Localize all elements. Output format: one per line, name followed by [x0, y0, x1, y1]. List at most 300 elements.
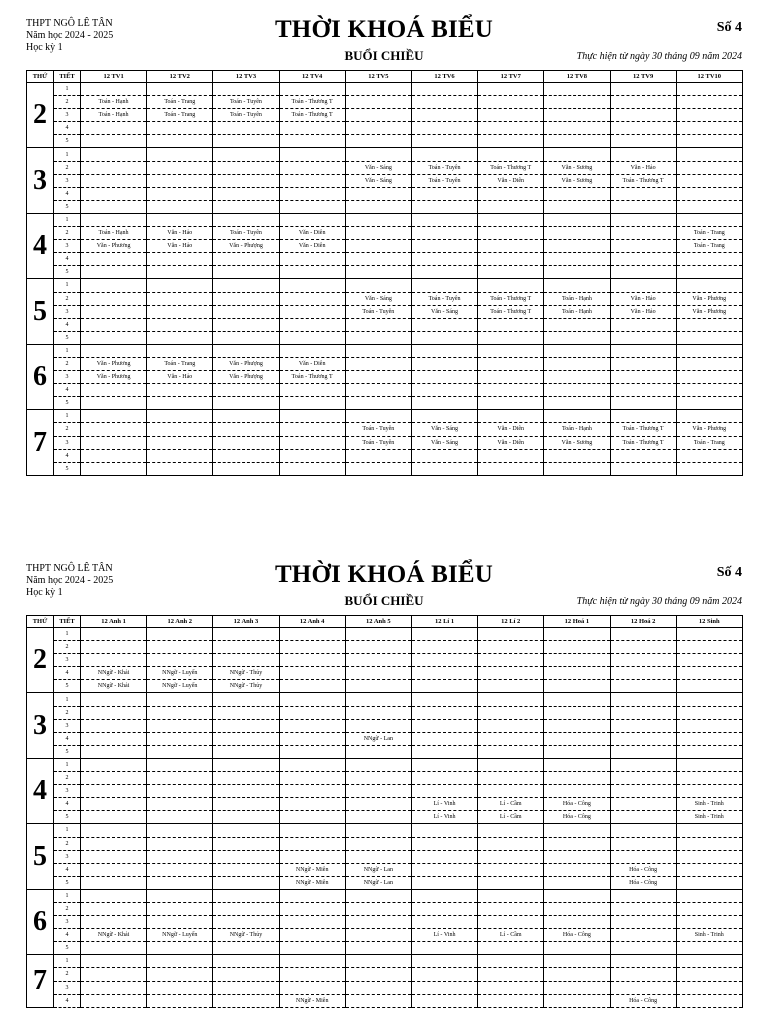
lesson-cell: [544, 916, 610, 929]
lesson-cell: NNgữ - Lan: [345, 863, 411, 876]
table-row: [27, 667, 743, 680]
period-number: 1: [54, 148, 81, 161]
period-number: 5: [54, 942, 81, 955]
lesson-cell: [81, 785, 147, 798]
lesson-cell: [478, 942, 544, 955]
table-row: [27, 902, 743, 915]
lesson-cell: [279, 305, 345, 318]
lesson-cell: [544, 148, 610, 161]
lesson-cell: [81, 968, 147, 981]
lesson-cell: Hóa - Công: [610, 863, 676, 876]
lesson-cell: [676, 785, 742, 798]
lesson-cell: [81, 253, 147, 266]
lesson-cell: [478, 253, 544, 266]
lesson-cell: [411, 628, 477, 641]
lesson-cell: [345, 680, 411, 693]
period-number: 5: [54, 397, 81, 410]
lesson-cell: [147, 837, 213, 850]
column-header-class: 12 TV8: [544, 71, 610, 83]
lesson-cell: [345, 719, 411, 732]
lesson-cell: [478, 449, 544, 462]
lesson-cell: [279, 331, 345, 344]
lesson-cell: [544, 680, 610, 693]
lesson-cell: [676, 371, 742, 384]
lesson-cell: [478, 693, 544, 706]
lesson-cell: [279, 135, 345, 148]
lesson-cell: Văn - Sáng: [345, 161, 411, 174]
lesson-cell: [478, 719, 544, 732]
lesson-cell: [478, 410, 544, 423]
lesson-cell: [676, 667, 742, 680]
lesson-cell: [147, 213, 213, 226]
table-row: [27, 811, 743, 824]
lesson-cell: [345, 706, 411, 719]
lesson-cell: [345, 902, 411, 915]
lesson-cell: Văn - Sáng: [411, 305, 477, 318]
lesson-cell: Văn - Diên: [279, 240, 345, 253]
lesson-cell: [279, 397, 345, 410]
lesson-cell: [213, 213, 279, 226]
lesson-cell: [213, 135, 279, 148]
lesson-cell: Văn - Diên: [478, 423, 544, 436]
lesson-cell: [147, 135, 213, 148]
lesson-cell: [478, 785, 544, 798]
lesson-cell: [345, 410, 411, 423]
lesson-cell: [147, 798, 213, 811]
period-number: 3: [54, 916, 81, 929]
table-row: [27, 798, 743, 811]
lesson-cell: [147, 148, 213, 161]
column-header-class: 12 TV5: [345, 71, 411, 83]
lesson-cell: [610, 785, 676, 798]
lesson-cell: [147, 423, 213, 436]
lesson-cell: [411, 876, 477, 889]
table-row: [27, 83, 743, 96]
lesson-cell: [81, 719, 147, 732]
period-number: 4: [54, 994, 81, 1007]
column-header-day: THỨ: [27, 71, 54, 83]
table-row: [27, 305, 743, 318]
table-row: [27, 135, 743, 148]
lesson-cell: [676, 942, 742, 955]
lesson-cell: [279, 981, 345, 994]
lesson-cell: [279, 758, 345, 771]
period-number: 5: [54, 745, 81, 758]
lesson-cell: [544, 981, 610, 994]
period-number: 1: [54, 758, 81, 771]
lesson-cell: Toán - Thương T: [279, 96, 345, 109]
lesson-cell: [676, 410, 742, 423]
lesson-cell: [544, 122, 610, 135]
lesson-cell: [676, 279, 742, 292]
lesson-cell: [544, 719, 610, 732]
period-number: 3: [54, 174, 81, 187]
lesson-cell: [478, 135, 544, 148]
lesson-cell: NNgữ - Thủy: [213, 929, 279, 942]
lesson-cell: [81, 266, 147, 279]
lesson-cell: [676, 213, 742, 226]
lesson-cell: [544, 397, 610, 410]
lesson-cell: [411, 213, 477, 226]
lesson-cell: [544, 902, 610, 915]
lesson-cell: [478, 628, 544, 641]
lesson-cell: [544, 384, 610, 397]
lesson-cell: [544, 824, 610, 837]
lesson-cell: [279, 423, 345, 436]
lesson-cell: [213, 148, 279, 161]
table-row: [27, 758, 743, 771]
period-number: 4: [54, 318, 81, 331]
lesson-cell: [478, 266, 544, 279]
lesson-cell: NNgữ - Khải: [81, 929, 147, 942]
lesson-cell: [544, 628, 610, 641]
lesson-cell: [478, 641, 544, 654]
lesson-cell: Lí - Vinh: [411, 811, 477, 824]
lesson-cell: [81, 628, 147, 641]
lesson-cell: [81, 798, 147, 811]
period-number: 2: [54, 902, 81, 915]
lesson-cell: [81, 994, 147, 1007]
lesson-cell: Văn - Sáng: [345, 292, 411, 305]
period-number: 4: [54, 449, 81, 462]
table-row: [27, 955, 743, 968]
lesson-cell: [544, 942, 610, 955]
lesson-cell: [478, 955, 544, 968]
lesson-cell: [610, 654, 676, 667]
lesson-cell: [478, 863, 544, 876]
lesson-cell: [81, 161, 147, 174]
lesson-cell: [676, 994, 742, 1007]
lesson-cell: [279, 161, 345, 174]
table-row: [27, 462, 743, 475]
lesson-cell: [147, 955, 213, 968]
lesson-cell: [676, 889, 742, 902]
lesson-cell: [345, 109, 411, 122]
lesson-cell: [213, 174, 279, 187]
lesson-cell: [147, 266, 213, 279]
period-number: 1: [54, 213, 81, 226]
lesson-cell: [544, 449, 610, 462]
lesson-cell: [544, 109, 610, 122]
lesson-cell: [213, 902, 279, 915]
lesson-cell: Hóa - Công: [544, 929, 610, 942]
lesson-cell: [279, 449, 345, 462]
lesson-cell: Văn - Hảo: [147, 371, 213, 384]
lesson-cell: [345, 253, 411, 266]
lesson-cell: [279, 122, 345, 135]
lesson-cell: [610, 462, 676, 475]
lesson-cell: [411, 968, 477, 981]
lesson-cell: [676, 628, 742, 641]
lesson-cell: [478, 371, 544, 384]
lesson-cell: [345, 916, 411, 929]
lesson-cell: [478, 397, 544, 410]
lesson-cell: [81, 213, 147, 226]
table-row: [27, 96, 743, 109]
lesson-cell: [345, 279, 411, 292]
lesson-cell: [213, 772, 279, 785]
lesson-cell: Văn - Phương: [676, 305, 742, 318]
lesson-cell: [676, 187, 742, 200]
lesson-cell: [213, 200, 279, 213]
column-header-period: TIẾT: [54, 616, 81, 628]
period-number: 5: [54, 135, 81, 148]
lesson-cell: [213, 266, 279, 279]
column-header-class: 12 Anh 1: [81, 616, 147, 628]
lesson-cell: [345, 397, 411, 410]
lesson-cell: [478, 187, 544, 200]
table-row: [27, 772, 743, 785]
lesson-cell: [411, 462, 477, 475]
lesson-cell: [411, 397, 477, 410]
lesson-cell: Văn - Sương: [544, 174, 610, 187]
lesson-cell: [81, 942, 147, 955]
table-row: [27, 436, 743, 449]
lesson-cell: [147, 174, 213, 187]
lesson-cell: [81, 641, 147, 654]
lesson-cell: [478, 968, 544, 981]
period-number: 5: [54, 462, 81, 475]
lesson-cell: [279, 706, 345, 719]
lesson-cell: Sinh - Trinh: [676, 929, 742, 942]
lesson-cell: Văn - Phương: [81, 357, 147, 370]
lesson-cell: [676, 397, 742, 410]
lesson-cell: [544, 357, 610, 370]
lesson-cell: [478, 889, 544, 902]
lesson-cell: [279, 641, 345, 654]
period-number: 3: [54, 785, 81, 798]
column-header-class: 12 TV6: [411, 71, 477, 83]
lesson-cell: [81, 462, 147, 475]
lesson-cell: [81, 889, 147, 902]
lesson-cell: [147, 772, 213, 785]
lesson-cell: [544, 318, 610, 331]
lesson-cell: [213, 942, 279, 955]
table-row: [27, 968, 743, 981]
lesson-cell: [213, 122, 279, 135]
lesson-cell: [147, 292, 213, 305]
period-number: 2: [54, 423, 81, 436]
lesson-cell: [610, 96, 676, 109]
lesson-cell: [610, 371, 676, 384]
lesson-cell: [478, 758, 544, 771]
lesson-cell: [81, 384, 147, 397]
school-term: Học kỳ 1: [26, 587, 63, 598]
lesson-cell: [544, 187, 610, 200]
lesson-cell: [147, 745, 213, 758]
lesson-cell: [610, 942, 676, 955]
lesson-cell: [213, 798, 279, 811]
school-school: THPT NGÔ LÊ TÂN: [26, 563, 113, 574]
lesson-cell: [610, 732, 676, 745]
lesson-cell: Văn - Sáng: [411, 436, 477, 449]
lesson-cell: [411, 410, 477, 423]
period-number: 3: [54, 436, 81, 449]
lesson-cell: Hóa - Công: [544, 811, 610, 824]
column-header-class: 12 Anh 5: [345, 616, 411, 628]
day-number: 7: [27, 410, 54, 475]
lesson-cell: [345, 889, 411, 902]
lesson-cell: [544, 200, 610, 213]
period-number: 3: [54, 654, 81, 667]
lesson-cell: [478, 667, 544, 680]
column-header-class: 12 Anh 2: [147, 616, 213, 628]
lesson-cell: [345, 462, 411, 475]
lesson-cell: [676, 449, 742, 462]
lesson-cell: [345, 968, 411, 981]
lesson-cell: [279, 83, 345, 96]
lesson-cell: [544, 410, 610, 423]
lesson-cell: [279, 462, 345, 475]
lesson-cell: [345, 96, 411, 109]
lesson-cell: [676, 462, 742, 475]
lesson-cell: [544, 772, 610, 785]
column-header-class: 12 Anh 4: [279, 616, 345, 628]
lesson-cell: [411, 863, 477, 876]
lesson-cell: [279, 824, 345, 837]
lesson-cell: [610, 889, 676, 902]
day-number: 2: [27, 83, 54, 148]
lesson-cell: [279, 174, 345, 187]
lesson-cell: [345, 667, 411, 680]
lesson-cell: [411, 654, 477, 667]
table-row: [27, 187, 743, 200]
lesson-cell: [411, 266, 477, 279]
lesson-cell: NNgữ - Lan: [345, 876, 411, 889]
school-term: Học kỳ 1: [26, 42, 63, 53]
day-number: 6: [27, 889, 54, 954]
period-number: 5: [54, 876, 81, 889]
table-row: [27, 253, 743, 266]
table-row: [27, 719, 743, 732]
lesson-cell: [478, 213, 544, 226]
period-number: 3: [54, 371, 81, 384]
lesson-cell: [411, 187, 477, 200]
lesson-cell: [279, 410, 345, 423]
lesson-cell: [213, 449, 279, 462]
lesson-cell: [147, 384, 213, 397]
lesson-cell: [478, 902, 544, 915]
lesson-cell: [544, 667, 610, 680]
lesson-cell: [544, 135, 610, 148]
lesson-cell: Toán - Tuyên: [213, 109, 279, 122]
lesson-cell: Toán - Tuyên: [411, 161, 477, 174]
lesson-cell: [610, 213, 676, 226]
lesson-cell: [213, 331, 279, 344]
table-row: [27, 981, 743, 994]
lesson-cell: [411, 449, 477, 462]
lesson-cell: [213, 837, 279, 850]
lesson-cell: [610, 357, 676, 370]
lesson-cell: [478, 83, 544, 96]
table-row: [27, 344, 743, 357]
table-row: [27, 942, 743, 955]
lesson-cell: [81, 423, 147, 436]
timetable: [26, 70, 743, 476]
school-year: Năm học 2024 - 2025: [26, 30, 114, 41]
lesson-cell: [279, 628, 345, 641]
lesson-cell: [345, 772, 411, 785]
lesson-cell: [411, 758, 477, 771]
column-header-class: 12 Lí 1: [411, 616, 477, 628]
lesson-cell: [213, 305, 279, 318]
lesson-cell: [345, 798, 411, 811]
lesson-cell: Sinh - Trinh: [676, 798, 742, 811]
lesson-cell: [147, 410, 213, 423]
lesson-cell: [345, 187, 411, 200]
table-row: [27, 449, 743, 462]
lesson-cell: [279, 719, 345, 732]
lesson-cell: Toán - Trang: [147, 96, 213, 109]
lesson-cell: [544, 968, 610, 981]
lesson-cell: [544, 462, 610, 475]
lesson-cell: Văn - Sương: [544, 436, 610, 449]
lesson-cell: [81, 981, 147, 994]
header-row: [27, 616, 743, 628]
lesson-cell: Lí - Cầm: [478, 811, 544, 824]
lesson-cell: [213, 994, 279, 1007]
lesson-cell: [610, 449, 676, 462]
period-number: 1: [54, 955, 81, 968]
lesson-cell: [81, 200, 147, 213]
period-number: 2: [54, 96, 81, 109]
lesson-cell: [213, 436, 279, 449]
lesson-cell: [676, 96, 742, 109]
lesson-cell: [213, 785, 279, 798]
lesson-cell: [411, 732, 477, 745]
lesson-cell: [213, 187, 279, 200]
lesson-cell: Toán - Hạnh: [544, 305, 610, 318]
lesson-cell: [478, 148, 544, 161]
lesson-cell: [213, 253, 279, 266]
column-header-class: 12 TV2: [147, 71, 213, 83]
lesson-cell: [478, 279, 544, 292]
table-row: [27, 850, 743, 863]
lesson-cell: [213, 824, 279, 837]
lesson-cell: [213, 83, 279, 96]
lesson-cell: Văn - Phượng: [213, 240, 279, 253]
period-number: 4: [54, 863, 81, 876]
session-label: BUỔI CHIỀU: [344, 48, 424, 63]
table-row: [27, 706, 743, 719]
session-label: BUỔI CHIỀU: [344, 593, 424, 608]
lesson-cell: [676, 758, 742, 771]
lesson-cell: [478, 772, 544, 785]
lesson-cell: [610, 745, 676, 758]
lesson-cell: [345, 344, 411, 357]
lesson-cell: [213, 462, 279, 475]
lesson-cell: Lí - Vinh: [411, 798, 477, 811]
lesson-cell: [411, 641, 477, 654]
page-title: THỜI KHOÁ BIỂU: [274, 16, 494, 43]
lesson-cell: [478, 384, 544, 397]
lesson-cell: [411, 148, 477, 161]
effective-date: Thực hiện từ ngày 30 tháng 09 năm 2024: [576, 51, 742, 62]
lesson-cell: Văn - Hảo: [610, 161, 676, 174]
lesson-cell: [147, 824, 213, 837]
sheet-number: Số 4: [716, 565, 742, 580]
table-row: [27, 240, 743, 253]
lesson-cell: [544, 641, 610, 654]
lesson-cell: [411, 994, 477, 1007]
lesson-cell: [478, 344, 544, 357]
lesson-cell: [478, 745, 544, 758]
lesson-cell: Toán - Trang: [147, 109, 213, 122]
lesson-cell: Văn - Hảo: [610, 292, 676, 305]
period-number: 4: [54, 253, 81, 266]
lesson-cell: [676, 745, 742, 758]
lesson-cell: Toán - Hạnh: [544, 292, 610, 305]
